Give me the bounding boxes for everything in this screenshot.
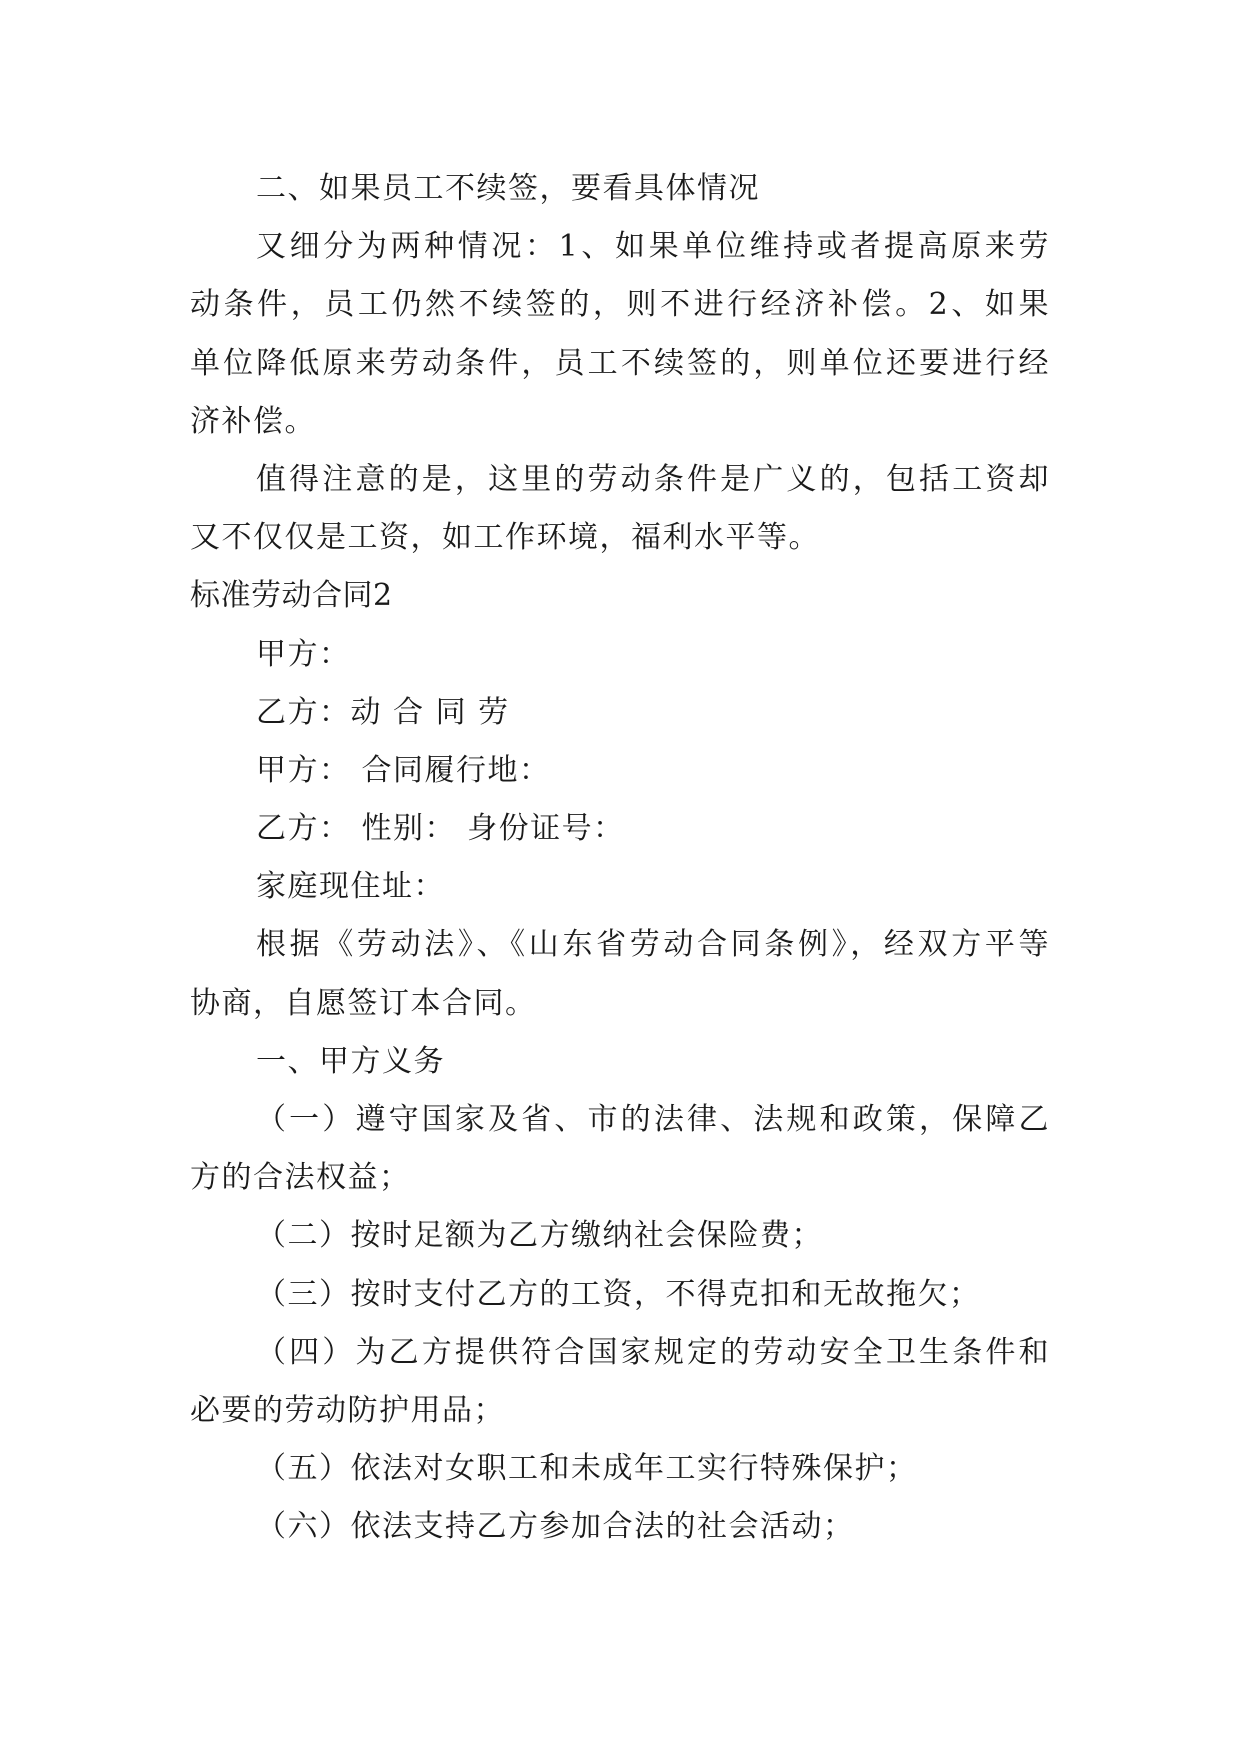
text-line: 甲方： 合同履行地： <box>256 752 551 788</box>
text-line: 一、甲方义务 <box>256 1043 445 1079</box>
text-line: 济补偿。 <box>190 403 316 439</box>
text-line: （六）依法支持乙方参加合法的社会活动； <box>256 1509 855 1545</box>
text-line: 又不仅仅是工资，如工作环境，福利水平等。 <box>190 520 820 556</box>
text-line: 二、如果员工不续签，要看具体情况 <box>256 171 760 206</box>
text-line: 协商，自愿签订本合同。 <box>190 985 537 1021</box>
text-line: 家庭现住址： <box>256 869 445 905</box>
document-body <box>190 160 1050 1557</box>
text-line: （四）为乙方提供符合国家规定的劳动安全卫生条件和 <box>256 1334 1050 1370</box>
text-line: 乙方：动 合 同 劳 <box>256 694 510 730</box>
text-line: 根据《劳动法》、《山东省劳动合同条例》，经双方平等 <box>256 927 1050 963</box>
text-line: 单位降低原来劳动条件，员工不续签的，则单位还要进行经 <box>190 345 1050 381</box>
text-line: （一）遵守国家及省、市的法律、法规和政策，保障乙 <box>256 1102 1050 1137</box>
section-title: 标准劳动合同2 <box>190 578 393 614</box>
text-line: 方的合法权益； <box>190 1160 411 1196</box>
text-line: （三）按时支付乙方的工资，不得克扣和无故拖欠； <box>256 1276 981 1312</box>
text-line: 必要的劳动防护用品； <box>190 1392 505 1428</box>
text-line: （五）依法对女职工和未成年工实行特殊保护； <box>256 1451 918 1487</box>
text-line: 甲方： <box>256 636 351 672</box>
text-line: 值得注意的是，这里的劳动条件是广义的，包括工资却 <box>256 461 1050 497</box>
text-line: 又细分为两种情况：1、如果单位维持或者提高原来劳 <box>256 229 1050 265</box>
text-line: （二）按时足额为乙方缴纳社会保险费； <box>256 1218 823 1254</box>
text-line: 乙方： 性别： 身份证号： <box>256 811 625 847</box>
text-line: 动条件，员工仍然不续签的，则不进行经济补偿。2、如果 <box>190 287 1050 323</box>
